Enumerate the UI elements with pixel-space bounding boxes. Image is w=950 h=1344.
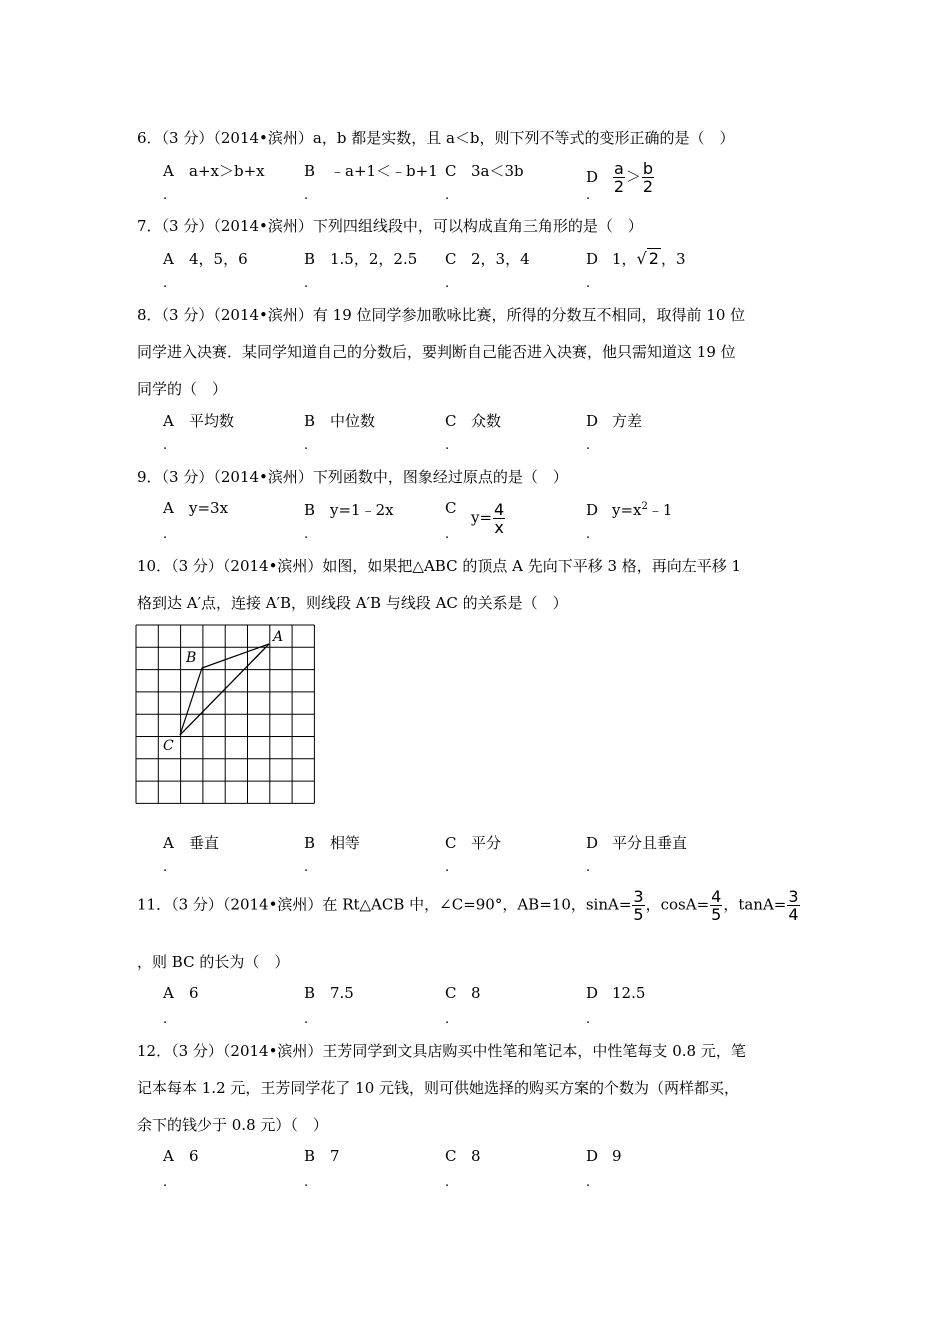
option-a[interactable]: A y=3x	[163, 499, 229, 517]
question-10-stem: 10．（3 分）（2014•滨州）如图，如果把△ABC 的顶点 A 先向下平移 3 格，再向左平移 1	[137, 557, 742, 575]
option-d[interactable]: D $y=x^2﹣1$	[586, 501, 673, 519]
option-d[interactable]: D 1，√ 2 ，3	[586, 249, 686, 268]
dot: .	[586, 1175, 591, 1190]
dot: .	[586, 276, 591, 291]
label-c: C	[163, 738, 174, 754]
option-c[interactable]: C 众数	[445, 412, 502, 430]
dot: .	[445, 1012, 450, 1027]
option-d[interactable]: D 9	[586, 1147, 622, 1165]
question-9-stem: 9．（3 分）（2014•滨州）下列函数中，图象经过原点的是（ ）	[137, 468, 568, 486]
dot: .	[304, 188, 309, 203]
label-b: B	[186, 650, 197, 666]
dot: .	[163, 1175, 168, 1190]
option-b[interactable]: B 1.5，2，2.5	[304, 250, 418, 268]
option-d[interactable]: D 平分且垂直	[586, 834, 688, 852]
option-d[interactable]: D 方差	[586, 412, 643, 430]
fraction: $\frac{3}{5}$	[633, 887, 644, 924]
dot: .	[163, 438, 168, 453]
option-a[interactable]: A 平均数	[163, 412, 235, 430]
dot: .	[163, 860, 168, 875]
question-11-stem: 11．（3 分）（2014•滨州）在 Rt△ACB 中，∠C=90°，AB=10，sinA= $\frac{3}{5}$ ，cosA= $\frac{4}{5}$ ，tanA= $\frac{3}{4}$	[137, 887, 799, 924]
dot: .	[163, 188, 168, 203]
option-d[interactable]: D 12.5	[586, 984, 646, 1002]
dot: .	[586, 860, 591, 875]
question-8-stem: 同学的（ ）	[137, 380, 228, 398]
dot: .	[445, 1175, 450, 1190]
dot: .	[304, 1012, 309, 1027]
option-b[interactable]: B y=1﹣2x	[304, 501, 394, 519]
option-c[interactable]: C 2，3，4	[445, 250, 530, 268]
dot: .	[304, 1175, 309, 1190]
option-c[interactable]: C	[445, 499, 457, 517]
question-10-stem: 格到达 A′点，连接 A′B，则线段 A′B 与线段 AC 的关系是（ ）	[137, 594, 568, 612]
dot: .	[586, 438, 591, 453]
fraction: $\frac{a}{2}$	[613, 159, 624, 196]
label-a: A	[273, 629, 284, 645]
option-b[interactable]: B ﹣a+1＜﹣b+1	[304, 162, 438, 180]
question-12-stem: 记本每本 1.2 元，王芳同学花了 10 元钱，则可供她选择的购买方案的个数为（两样都买，	[137, 1079, 740, 1097]
dot: .	[586, 527, 591, 542]
fraction: $\frac{4}{x}$	[494, 500, 505, 537]
question-11-stem-tail: ，则 BC 的长为（ ）	[137, 953, 290, 971]
dot: .	[586, 188, 591, 203]
dot: .	[163, 276, 168, 291]
fraction: $\frac{3}{4}$	[788, 887, 799, 924]
dot: .	[163, 527, 168, 542]
option-b[interactable]: B 7.5	[304, 984, 354, 1002]
option-b[interactable]: B 中位数	[304, 412, 376, 430]
question-8-stem: 同学进入决赛．某同学知道自己的分数后，要判断自己能否进入决赛，他只需知道这 19 位	[137, 343, 736, 361]
dot: .	[445, 438, 450, 453]
option-a[interactable]: A 垂直	[163, 834, 220, 852]
dot: .	[163, 1012, 168, 1027]
option-a[interactable]: A 6	[163, 984, 199, 1002]
dot: .	[586, 1012, 591, 1027]
option-d[interactable]: D $\frac{a}{2}$ ＞ $\frac{b}{2}$	[586, 159, 653, 196]
dot: .	[445, 188, 450, 203]
option-c-expression: y= $\frac{4}{x}$	[471, 500, 505, 537]
option-c[interactable]: C 3a＜3b	[445, 162, 524, 180]
dot: .	[445, 276, 450, 291]
option-a[interactable]: A 4，5，6	[163, 250, 248, 268]
question-12-stem: 12．（3 分）（2014•滨州）王芳同学到文具店购买中性笔和笔记本，中性笔每支 0.8 元，笔	[137, 1042, 746, 1060]
dot: .	[445, 860, 450, 875]
square-root: √ 2	[636, 249, 659, 268]
question-8-stem: 8．（3 分）（2014•滨州）有 19 位同学参加歌咏比赛，所得的分数互不相同，取得前 10 位	[137, 306, 746, 324]
question-12-stem: 余下的钱少于 0.8 元）（ ）	[137, 1116, 328, 1134]
option-a[interactable]: A 6	[163, 1147, 199, 1165]
question-7-stem: 7．（3 分）（2014•滨州）下列四组线段中，可以构成直角三角形的是（ ）	[137, 217, 643, 235]
dot: .	[304, 438, 309, 453]
dot: .	[445, 527, 450, 542]
question-6-stem: 6．（3 分）（2014•滨州）a，b 都是实数，且 a＜b，则下列不等式的变形正确的是（ ）	[137, 129, 735, 147]
option-c[interactable]: C 8	[445, 1147, 481, 1165]
option-b[interactable]: B 7	[304, 1147, 340, 1165]
dot: .	[304, 276, 309, 291]
option-c[interactable]: C 8	[445, 984, 481, 1002]
fraction: $\frac{4}{5}$	[711, 887, 722, 924]
dot: .	[304, 860, 309, 875]
option-a[interactable]: A a+x＞b+x	[163, 162, 265, 180]
fraction: $\frac{b}{2}$	[642, 159, 653, 196]
dot: .	[304, 527, 309, 542]
option-c[interactable]: C 平分	[445, 834, 502, 852]
grid-figure	[135, 624, 317, 804]
option-b[interactable]: B 相等	[304, 834, 361, 852]
